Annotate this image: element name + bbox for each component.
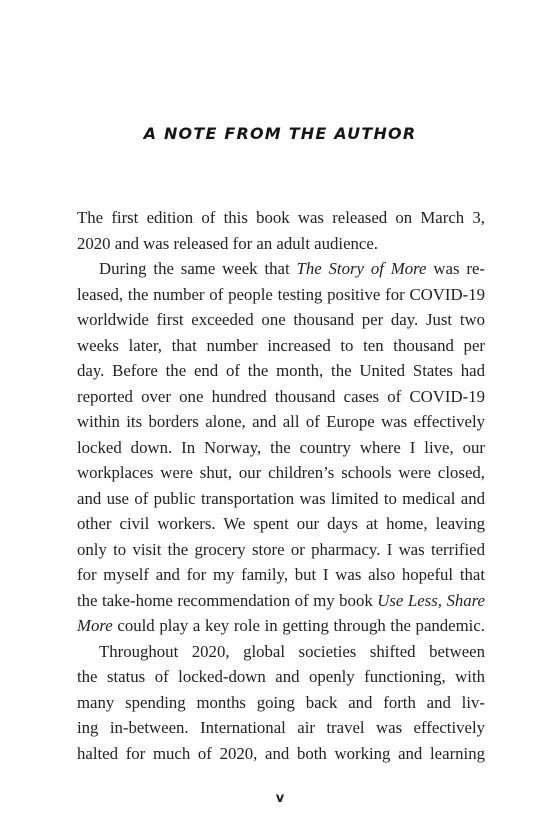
text-line: leased, the number of people testing positive for COVID-19 — [77, 284, 485, 304]
text-line: weeks later, that number increased to ten thousand per — [77, 335, 485, 355]
body-text — [77, 205, 485, 766]
text-line: and use of public transportation was limited to medical and — [77, 488, 485, 508]
text-line: the status of locked-down and openly functioning, with — [77, 667, 485, 686]
text-line: workplaces were shut, our children’s schools were closed, — [77, 463, 485, 482]
text-line: halted for much of 2020, and both working and learning — [77, 743, 485, 763]
text-line: day. Before the end of the month, the United States had — [77, 361, 485, 380]
text-line: many spending months going back and forth and liv- — [77, 692, 485, 712]
text-line: locked down. In Norway, the country where I live, our — [77, 437, 485, 457]
text-line: The first edition of this book was released on March 3, — [77, 208, 485, 227]
text-line: only to visit the grocery store or pharmacy. I was terrified — [77, 539, 485, 559]
text-line: 2020 and was released for an adult audience. — [77, 233, 379, 253]
text-line: Throughout 2020, global societies shifted between — [99, 641, 485, 661]
text-line: the take-home recommendation of my book Use Less, Share — [77, 590, 485, 610]
text-line: reported over one hundred thousand cases of COVID-19 — [77, 386, 485, 406]
text-line: During the same week that The Story of More was re- — [99, 259, 485, 278]
text-line: other civil workers. We spent our days at home, leaving — [77, 514, 485, 533]
text-line: More could play a key role in getting through the pandemic. — [77, 616, 485, 635]
text-line: worldwide first exceeded one thousand per day. Just two — [77, 310, 485, 329]
page-number: v — [275, 791, 285, 806]
chapter-heading: A NOTE FROM THE AUTHOR — [143, 124, 417, 143]
text-line: for myself and for my family, but I was also hopeful that — [77, 565, 485, 584]
text-line: within its borders alone, and all of Europe was effectively — [77, 412, 485, 431]
text-line: ing in-between. International air travel was effectively — [77, 718, 485, 737]
